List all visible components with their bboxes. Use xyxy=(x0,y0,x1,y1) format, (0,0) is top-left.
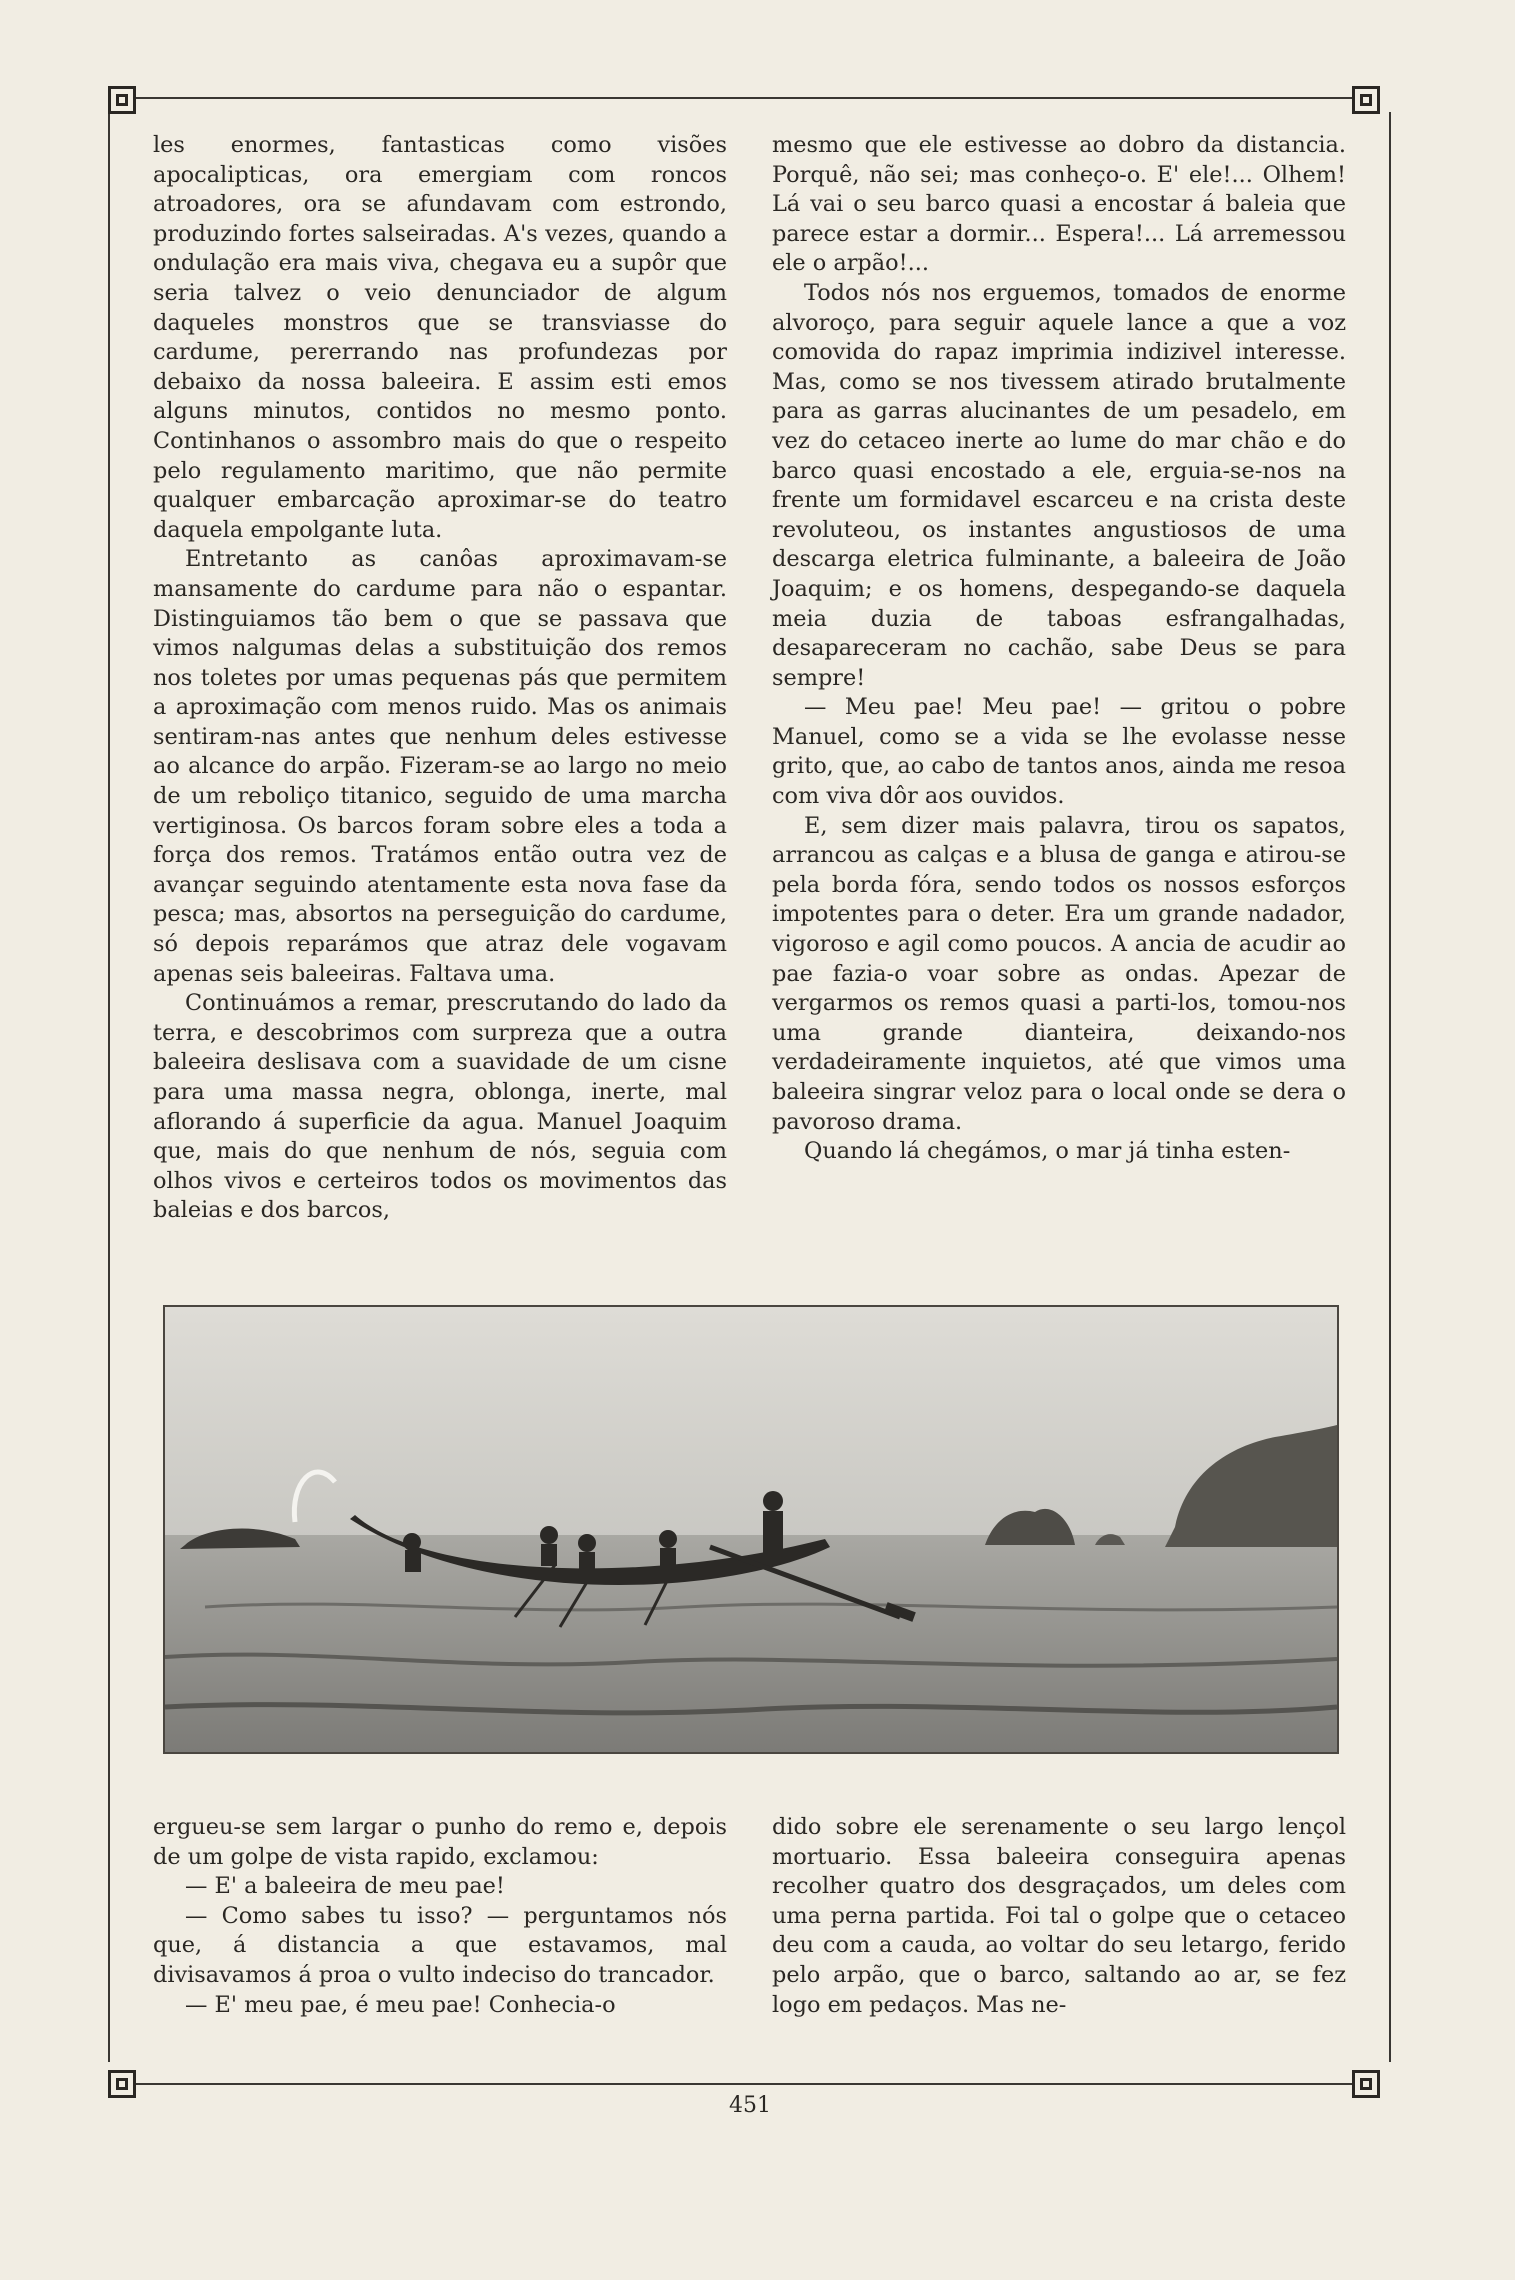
page-frame-right-rule xyxy=(1389,112,1391,2062)
page-number: 451 xyxy=(729,2093,771,2118)
page-frame-top-rule xyxy=(116,97,1366,99)
paragraph: ergueu-se sem largar o punho do remo e, depois de um golpe de vista rapido, exclamou: xyxy=(153,1814,727,1870)
paragraph: Continuámos a remar, prescrutando do lado da terra, e descobrimos com surpreza que a outra baleeira deslisava com a suavidade de um cisne para uma massa negra, oblonga, inerte, mal aflorando á superficie da agua. Manuel Joaquim que, mais do que nenhum de nós, seguia com olhos vivos e certeiros todos os movimentos das baleias e dos barcos, xyxy=(153,990,727,1224)
paragraph: E, sem dizer mais palavra, tirou os sapatos, arrancou as calças e a blusa de ganga e atirou-se pela borda fóra, sendo todos os nossos esforços impotentes para o deter. Era um grande nadador, vigoroso e agil como poucos. A ancia de acudir ao pae fazia-o voar sobre as ondas. Apezar de vergarmos os remos quasi a parti-los, tomou-nos uma grande dianteira, deixando-nos verdadeiramente inquietos, até que vimos uma baleeira singrar veloz para o local onde se dera o pavoroso drama. xyxy=(772,812,1346,1135)
whaling-boat-illustration xyxy=(163,1305,1339,1754)
paragraph: — Como sabes tu isso? — perguntamos nós que, á distancia a que estavamos, mal divisavamos á proa o vulto indeciso do trancador. xyxy=(153,1902,727,1988)
corner-ornament-top-left-icon xyxy=(108,86,136,114)
text-column-top-left xyxy=(153,131,727,1226)
paragraph: Todos nós nos erguemos, tomados de enorme alvoroço, para seguir aquele lance a que a voz comovida do rapaz imprimia indizivel interesse. Mas, como se nos tivessem atirado brutalmente para as garras alucinantes de um pesadelo, em vez do cetaceo inerte ao lume do mar chão e do barco quasi encostado a ele, erguia-se-nos na frente um formidavel escarceu e na crista deste revoluteou, os instantes angustiosos de uma descarga eletrica fulminante, a baleeira de João Joaquim; e os homens, despegando-se daquela meia duzia de taboas esfrangalhadas, desapareceram no cachão, sabe Deus se para sempre! xyxy=(772,279,1346,691)
text-column-bottom-left xyxy=(153,1813,727,2020)
paragraph: Quando lá chegámos, o mar já tinha esten- xyxy=(804,1138,1291,1165)
paragraph: dido sobre ele serenamente o seu largo lençol mortuario. Essa baleeira conseguira apenas recolher quatro dos desgraçados, um deles com uma perna partida. Foi tal o golpe que o cetaceo deu com a cauda, ao voltar do seu letargo, ferido pelo arpão, que o barco, saltando ao ar, se fez logo em pedaços. Mas ne- xyxy=(772,1814,1346,2018)
paragraph: — E' meu pae, é meu pae! Conhecia-o xyxy=(185,1991,616,2018)
corner-ornament-bottom-left-icon xyxy=(108,2070,136,2098)
paragraph: mesmo que ele estivesse ao dobro da distancia. Porquê, não sei; mas conheço-o. E' ele!... Olhem! Lá vai o seu barco quasi a encostar á baleia que parece estar a dormir... Espera!... Lá arremessou ele o arpão!... xyxy=(772,132,1346,277)
corner-ornament-bottom-right-icon xyxy=(1352,2070,1380,2098)
page-frame-left-rule xyxy=(108,112,110,2062)
paragraph: — Meu pae! Meu pae! — gritou o pobre Manuel, como se a vida se lhe evolasse nesse grito, que, ao cabo de tantos anos, ainda me resoa com viva dôr aos ouvidos. xyxy=(772,694,1346,810)
paragraph: — E' a baleeira de meu pae! xyxy=(185,1873,505,1900)
paragraph: les enormes, fantasticas como visões apocalipticas, ora emergiam com roncos atroadores, ora se afundavam com estrondo, produzindo fortes salseiradas. A's vezes, quando a ondulação era mais viva, chegava eu a supôr que seria talvez o veio denunciador de algum daqueles monstros que se transviasse do cardume, pererrando nas profundezas por debaixo da nossa baleeira. E assim esti emos alguns minutos, contidos no mesmo ponto. Continhanos o assombro mais do que o respeito pelo regulamento maritimo, que não permite qualquer embarcação aproximar-se do teatro daquela empolgante luta. xyxy=(153,132,727,543)
corner-ornament-top-right-icon xyxy=(1352,86,1380,114)
paragraph: Entretanto as canôas aproximavam-se mansamente do cardume para não o espantar. Distinguiamos tão bem o que se passava que vimos nalgumas delas a substituição dos remos nos toletes por umas pequenas pás que permitem a aproximação com menos ruido. Mas os animais sentiram-nas antes que nenhum deles estivesse ao alcance do arpão. Fizeram-se ao largo no meio de um reboliço titanico, seguido de uma marcha vertiginosa. Os barcos foram sobre eles a toda a força dos remos. Tratámos então outra vez de avançar seguindo atentamente esta nova fase da pesca; mas, absortos na perseguição do cardume, só depois reparámos que atraz dele vogavam apenas seis baleeiras. Faltava uma. xyxy=(153,546,727,987)
page-frame-bottom-rule xyxy=(116,2083,1366,2085)
text-column-top-right xyxy=(772,131,1346,1167)
text-column-bottom-right xyxy=(772,1813,1346,2020)
